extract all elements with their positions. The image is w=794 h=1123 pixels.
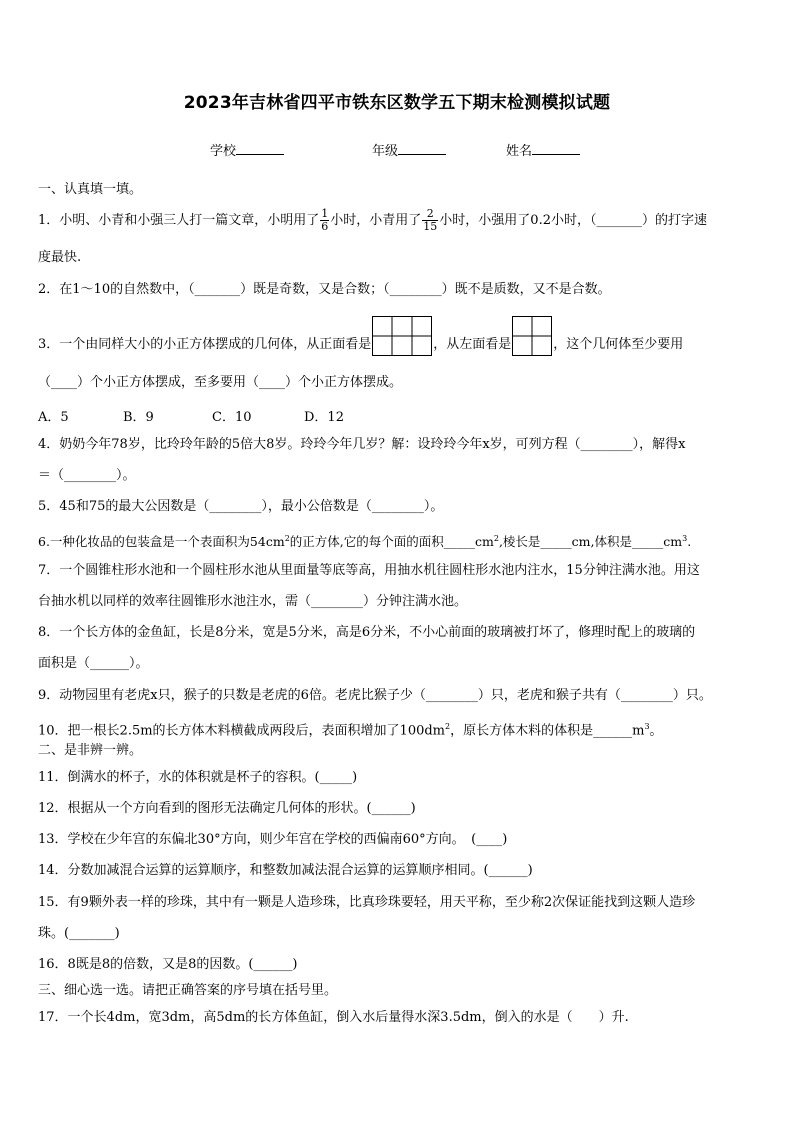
- name-blank[interactable]: [532, 142, 580, 155]
- question-3-cont: （____）个小正方体摆成，至多要用（____）个小正方体摆成。: [38, 375, 403, 390]
- option-a[interactable]: A．5: [38, 410, 69, 425]
- question-7: 7．一个圆锥柱形水池和一个圆柱形水池从里面量等底等高，用抽水机往圆柱形水池内注水，15分钟注满水池。用这: [38, 563, 700, 578]
- question-13: 13．学校在少年宫的东偏北30°方向，则少年宫在学校的西偏南60°方向。 (____): [38, 832, 508, 847]
- section-2-heading: 二、是非辨一辨。: [38, 743, 143, 758]
- school-field[interactable]: [210, 140, 284, 159]
- question-6: 6.一种化妆品的包装盒是一个表面积为$54cm^2$的正方体,它的每个面的面积$\_\_\_\_\_cm^2$,棱长是_____cm,体积是$\_\_\_\_\_cm^3$.: [38, 534, 692, 550]
- school-blank[interactable]: [236, 142, 284, 155]
- side-view-figure: [512, 316, 552, 373]
- option-c[interactable]: C．10: [212, 410, 252, 425]
- question-1: 1．小明、小青和小强三人打一篇文章，小明用了 $\frac{1}{6}$ 小时，小青用了 $\frac{2}{15}$ 小时，小强用了0.2小时，（_______）的打字速: [38, 207, 707, 233]
- question-8: 8．一个长方体的金鱼缸，长是8分米，宽是5分米，高是6分米，不小心前面的玻璃被打坏了，修理时配上的玻璃的: [38, 625, 696, 640]
- question-16: 16．8既是8的倍数，又是8的因数。(______): [38, 957, 298, 972]
- question-3: 3．一个由同样大小的小正方体摆成的几何体，从正面看是 ，从左面看是 ，这个几何体至少要用: [38, 316, 760, 356]
- question-11: 11．倒满水的杯子，水的体积就是杯子的容积。(_____): [38, 770, 358, 785]
- question-15-cont: 珠。(_______): [38, 926, 120, 941]
- question-9: 9．动物园里有老虎x只，猴子的只数是老虎的6倍。老虎比猴子少（________）只，老虎和猴子共有（________）只。: [38, 688, 712, 703]
- question-5: 5．45和75的最大公因数是（________），最小公倍数是（________）。: [38, 499, 444, 514]
- option-b[interactable]: B．9: [123, 410, 154, 425]
- grade-label: 年级: [372, 144, 399, 159]
- question-10: 10．把一根长2.5m的长方体木料横截成两段后，表面积增加了$100dm^2$，原长方体木料的体积是$\_\_\_\_\_\_m^3$。: [38, 722, 663, 739]
- school-label: 学校: [210, 144, 237, 159]
- name-field[interactable]: [506, 140, 580, 159]
- question-17: 17．一个长4dm，宽3dm，高5dm的长方体鱼缸，倒入水后量得水深3.5dm，倒入的水是（ ）升.: [38, 1010, 629, 1025]
- question-15: 15．有9颗外表一样的珍珠，其中有一颗是人造珍珠，比真珍珠要轻，用天平称，至少称2次保证能找到这颗人造珍: [38, 895, 696, 910]
- section-1-heading: 一、认真填一填。: [38, 182, 143, 197]
- question-2: 2．在1～10的自然数中，（_______）既是奇数，又是合数；（________）既不是质数，又不是合数。: [38, 282, 611, 297]
- question-4: 4．奶奶今年78岁，比玲玲年龄的5倍大8岁。玲玲今年几岁？解：设玲玲今年x岁，可列方程（________），解得x: [38, 437, 686, 452]
- front-view-figure: [372, 316, 432, 373]
- question-1-cont: 度最快.: [38, 250, 82, 265]
- page-title: 2023年吉林省四平市铁东区数学五下期末检测模拟试题: [183, 93, 611, 113]
- grade-blank[interactable]: [398, 142, 446, 155]
- section-3-heading: 三、细心选一选。请把正确答案的序号填在括号里。: [38, 983, 338, 998]
- question-4-cont: ＝（________）。: [38, 468, 136, 483]
- grade-field[interactable]: [372, 140, 446, 159]
- fraction-1-6: $\frac{1}{6}$: [321, 207, 329, 233]
- question-12: 12．根据从一个方向看到的图形无法确定几何体的形状。(______): [38, 801, 416, 816]
- fraction-2-15: $\frac{2}{15}$: [423, 207, 438, 233]
- name-label: 姓名: [506, 144, 533, 159]
- question-14: 14．分数加减混合运算的运算顺序，和整数加减法混合运算的运算顺序相同。(______): [38, 863, 533, 878]
- question-7-cont: 台抽水机以同样的效率往圆锥形水池注水，需（________）分钟注满水池。: [38, 594, 468, 609]
- option-d[interactable]: D．12: [304, 410, 344, 425]
- question-8-cont: 面积是（______）。: [38, 656, 149, 671]
